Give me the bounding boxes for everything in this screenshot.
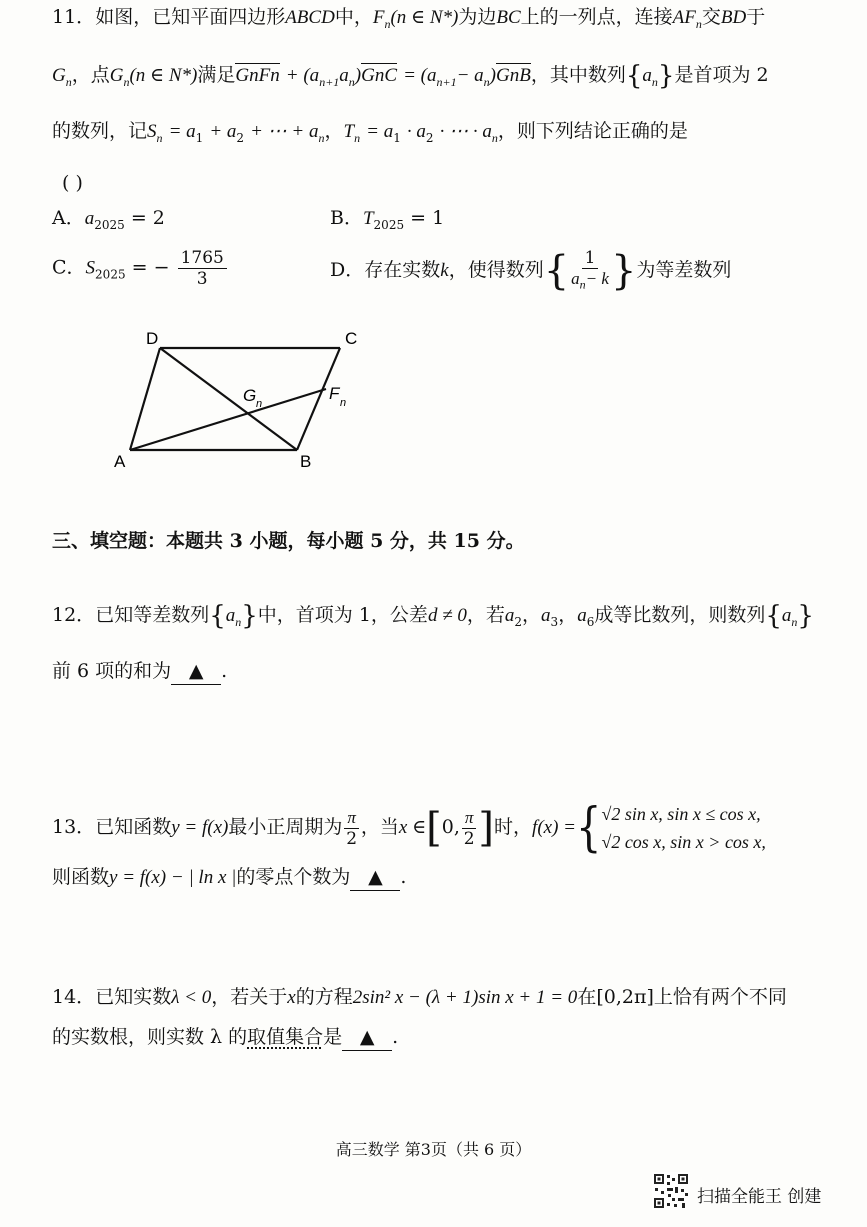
section-3-title: 三、填空题：本题共 3 小题，每小题 5 分，共 15 分。 [52,530,525,552]
label-c: C [345,329,358,348]
q14-line1: 14．已知实数λ < 0，若关于x的方程2sin² x − (λ + 1)sin x + 1 = 0在[0,2π]上恰有两个不同 [52,986,787,1008]
q11-option-b[interactable]: B．$T_{2025} = 1$ [330,207,445,232]
q11-line1: 11．如图，已知平面四边形ABCD中，$F_n(n$ ∈ N*)为边BC上的一列点，连接$AF_n$交BD于 [52,6,766,31]
q13-number: 13． [52,816,96,838]
q12-answer-blank[interactable]: ▲ [171,658,221,685]
answer-parentheses: ( ) [62,172,83,194]
q11-option-c[interactable]: C．$S_{2025}$ = − $\frac{1765}{3}$ [52,248,229,289]
vector-gnb: GnB [496,65,531,86]
vector-gnc: GnC [361,65,398,86]
q14-number: 14． [52,986,96,1008]
label-gn: G [243,386,257,405]
parallelogram-figure [100,322,380,472]
q12-line1: 12．已知等差数列$\{a_n\}$中，首项为 1，公差d ≠ 0，若$a_2$，$a_3$，$a_6$成等比数列，则数列$\{a_n\}$ [52,601,814,631]
label-gn-sub: n [256,398,263,410]
q11-line2: $G_n$，点$G_n(n$ ∈ N*)满足GnFn + $(a_{n+1}a_n)GnC = (a_{n+1}- a_n)GnB$，其中数列$\{a_n\}$是首项为 2 [52,61,769,91]
label-fn: F [329,384,340,403]
q11-number: 11． [52,6,96,28]
q13-line1: 13．已知函数y = f(x)最小正周期为 $\frac{\pi}{2}$ ，当x ∈[0, $\frac{\pi}{2}$ ]时，f(x) ={ √2 sin x, sin x ≤ cos x, √2 cos x, sin x > cos x, [52,798,766,858]
label-a: A [114,452,126,471]
q14-line2: 的实数根，则实数 λ 的取值集合是 ▲ . [52,1024,398,1051]
q11-option-a[interactable]: A．$a_{2025} = 2$ [52,207,165,232]
piecewise-cases: √2 sin x, sin x ≤ cos x, √2 cos x, sin x > cos x, [601,804,766,852]
label-fn-sub: n [340,397,347,409]
label-b: B [300,452,312,471]
q11-option-d[interactable]: D．存在实数k，使得数列{ $\frac{1}{a_n- k}$ }为等差数列 [330,248,732,295]
q11-line3: 的数列，记$S_n = a_1 + a_2$ + ⋯ + $a_n$，$T_n = a_1 \cdot a_2$ · ⋯ · $a_n$，则下列结论正确的是 [52,120,688,145]
fraction-1765-3: $\frac{1765}{3}$ [178,248,227,289]
label-d: D [146,329,159,348]
vector-gnfn: GnFn [235,65,280,86]
q13-line2: 则函数y = f(x) − | ln x |的零点个数为 ▲ . [52,864,406,891]
q13-answer-blank[interactable]: ▲ [350,864,400,891]
q14-answer-blank[interactable]: ▲ [342,1024,392,1051]
q12-number: 12． [52,604,96,626]
edge-da [130,348,160,450]
fraction-pi-over-2: $\frac{\pi}{2}$ [346,807,358,849]
fraction-reciprocal: $\frac{1}{a_n- k}$ [571,248,609,292]
qr-code-icon [652,1172,690,1210]
page-footer: 高三数学 第3页（共 6 页） [335,1140,532,1159]
scanner-watermark: 扫描全能王 创建 [697,1187,822,1207]
q12-line2: 前 6 项的和为 ▲ . [52,658,227,685]
